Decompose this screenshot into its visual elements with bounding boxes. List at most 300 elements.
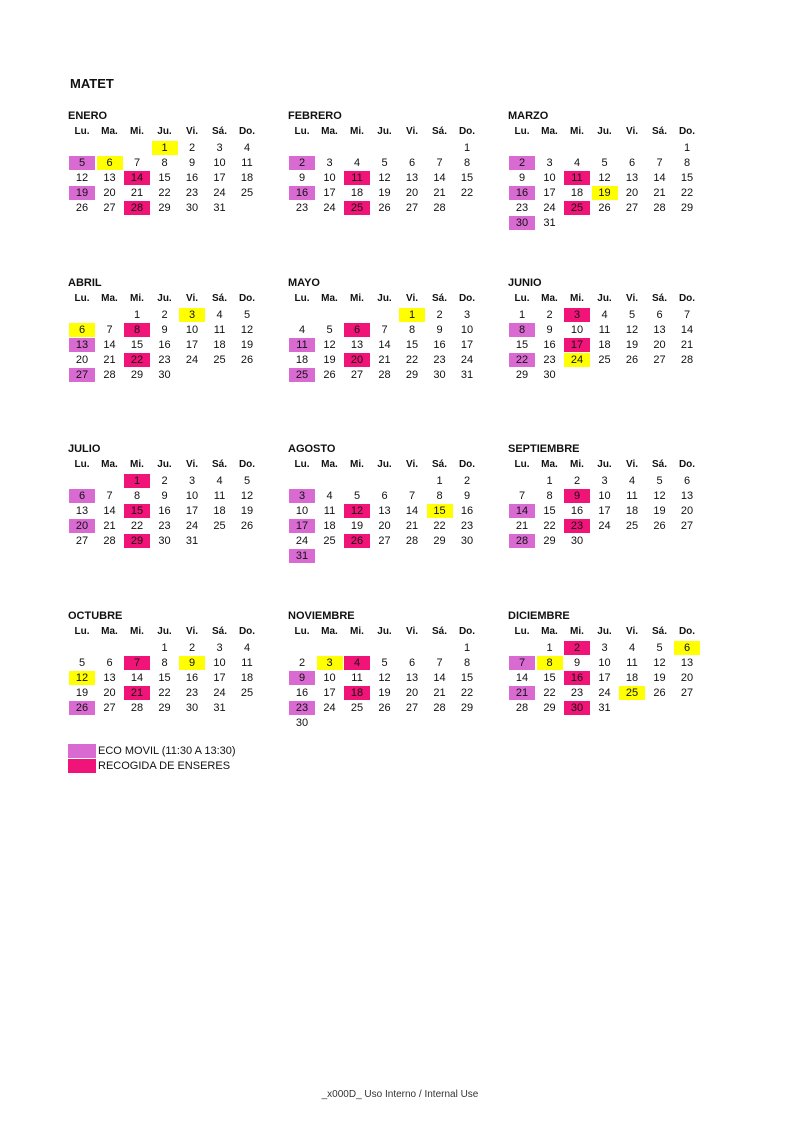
month-name: MAYO <box>288 277 320 289</box>
calendar-day-highlighted: 24 <box>564 353 590 367</box>
calendar-day: 18 <box>213 339 226 351</box>
weekday-header: Do. <box>458 126 476 137</box>
calendar-day: 5 <box>326 324 333 336</box>
weekday-header: Mi. <box>130 126 144 137</box>
calendar-day: 11 <box>241 657 253 669</box>
calendar-day: 21 <box>515 520 529 532</box>
legend-item-recogida-enseres <box>68 759 368 773</box>
calendar-day: 24 <box>185 354 199 366</box>
calendar-day: 26 <box>598 202 611 214</box>
weekday-header: Vi. <box>185 459 199 470</box>
calendar-day: 4 <box>353 157 361 169</box>
calendar-day: 28 <box>433 702 446 714</box>
calendar-day: 20 <box>680 672 694 684</box>
weekday-header: Do. <box>238 459 256 470</box>
weekday-header: Sá. <box>211 126 227 137</box>
weekday-header: Do. <box>678 126 696 137</box>
weekday-header: Lu. <box>514 459 530 470</box>
calendar-day: 7 <box>436 157 443 169</box>
calendar-day: 7 <box>518 490 526 502</box>
weekday-header: Mi. <box>130 459 144 470</box>
calendar-day: 18 <box>323 520 336 532</box>
calendar-day-recogida-enseres: 4 <box>344 656 370 670</box>
calendar-day: 10 <box>570 324 584 336</box>
calendar-day-recogida-enseres: 25 <box>344 201 370 215</box>
calendar-day: 7 <box>408 490 416 502</box>
weekday-header: Lu. <box>514 126 530 137</box>
calendar-day: 23 <box>570 687 584 699</box>
calendar-day: 24 <box>598 520 611 532</box>
weekday-header: Do. <box>678 626 696 637</box>
calendar-day: 12 <box>323 339 336 351</box>
weekday-header: Ju. <box>377 293 392 304</box>
calendar-day: 1 <box>683 142 691 154</box>
calendar-day: 16 <box>295 687 309 699</box>
calendar-day: 31 <box>213 702 226 714</box>
calendar-day: 16 <box>158 505 171 517</box>
calendar-day: 28 <box>405 535 419 547</box>
calendar-day: 14 <box>378 339 391 351</box>
weekday-header: Mi. <box>130 626 144 637</box>
calendar-day-recogida-enseres: 3 <box>564 308 590 322</box>
calendar-day: 14 <box>103 505 116 517</box>
calendar-day: 17 <box>185 339 199 351</box>
calendar-day: 23 <box>158 520 171 532</box>
weekday-header: Vi. <box>185 126 199 137</box>
calendar-day: 17 <box>598 505 611 517</box>
weekday-header: Do. <box>678 459 696 470</box>
calendar-day: 25 <box>213 520 226 532</box>
weekday-header: Mi. <box>570 626 584 637</box>
month-name: ABRIL <box>68 277 102 289</box>
calendar-day: 11 <box>323 505 336 517</box>
calendar-day: 22 <box>680 187 694 199</box>
legend-label: RECOGIDA DE ENSERES <box>98 760 231 772</box>
calendar-day: 1 <box>546 475 553 487</box>
calendar-day: 8 <box>161 157 168 169</box>
calendar-day: 26 <box>653 520 666 532</box>
weekday-header: Vi. <box>185 293 199 304</box>
weekday-header: Ju. <box>597 293 612 304</box>
calendar-day: 20 <box>103 687 116 699</box>
calendar-day: 2 <box>161 309 168 321</box>
weekday-header: Do. <box>458 626 476 637</box>
calendar-day-highlighted: 15 <box>427 504 453 518</box>
calendar-day-highlighted: 1 <box>152 141 178 155</box>
month-name: JULIO <box>68 443 101 455</box>
calendar-day: 16 <box>433 339 446 351</box>
calendar-day: 8 <box>133 490 141 502</box>
calendar-day-eco-movil: 17 <box>289 519 315 533</box>
calendar-day: 17 <box>213 172 226 184</box>
calendar-day: 4 <box>573 157 581 169</box>
calendar-day: 19 <box>653 672 666 684</box>
weekday-header: Do. <box>678 293 696 304</box>
calendar-day-recogida-enseres: 6 <box>344 323 370 337</box>
calendar-day: 16 <box>185 672 199 684</box>
calendar-day-eco-movil: 14 <box>509 504 535 518</box>
calendar-day-eco-movil: 19 <box>69 186 95 200</box>
calendar-day: 13 <box>378 505 391 517</box>
calendar-day: 5 <box>353 490 361 502</box>
calendar-day: 6 <box>408 157 416 169</box>
calendar-day: 22 <box>543 687 556 699</box>
calendar-day: 27 <box>350 369 364 381</box>
calendar-day: 30 <box>158 535 171 547</box>
calendar-day: 3 <box>546 157 553 169</box>
weekday-header: Sá. <box>431 626 447 637</box>
calendar-day: 22 <box>158 187 171 199</box>
calendar-day: 13 <box>103 172 116 184</box>
calendar-day: 31 <box>185 535 199 547</box>
calendar-day: 20 <box>75 354 89 366</box>
calendar-day-eco-movil: 20 <box>69 519 95 533</box>
calendar-day: 22 <box>130 520 144 532</box>
legend-item-eco-movil <box>68 744 368 758</box>
weekday-header: Lu. <box>514 293 530 304</box>
calendar-day: 13 <box>75 505 89 517</box>
calendar-day-eco-movil: 8 <box>509 323 535 337</box>
calendar-day: 11 <box>213 324 226 336</box>
calendar-day: 5 <box>656 475 663 487</box>
calendar-day: 13 <box>680 657 694 669</box>
calendar-day: 28 <box>433 202 446 214</box>
calendar-day: 17 <box>323 187 336 199</box>
calendar-day: 3 <box>216 642 223 654</box>
calendar-day: 18 <box>625 505 639 517</box>
calendar-day: 24 <box>323 202 336 214</box>
calendar-day: 18 <box>570 187 584 199</box>
weekday-header: Sá. <box>651 293 667 304</box>
weekday-header: Ju. <box>377 626 392 637</box>
calendar-day: 16 <box>185 172 199 184</box>
calendar-day: 9 <box>546 324 553 336</box>
calendar-day: 1 <box>463 142 471 154</box>
calendar-day: 9 <box>188 157 196 169</box>
calendar-day: 29 <box>158 202 171 214</box>
calendar-day: 24 <box>295 535 309 547</box>
calendar-day-recogida-enseres: 26 <box>344 534 370 548</box>
calendar-day: 26 <box>75 202 89 214</box>
calendar-day: 15 <box>543 672 556 684</box>
calendar-day: 12 <box>378 672 391 684</box>
calendar-day-recogida-enseres: 1 <box>124 474 150 488</box>
weekday-header: Ju. <box>157 126 172 137</box>
weekday-header: Sá. <box>211 293 227 304</box>
calendar-day: 7 <box>656 157 663 169</box>
legend-swatch <box>68 759 96 773</box>
month-name: JUNIO <box>508 277 542 289</box>
calendar-day: 1 <box>436 475 443 487</box>
calendar-day-recogida-enseres: 28 <box>124 201 150 215</box>
calendar-day: 10 <box>598 657 611 669</box>
weekday-header: Mi. <box>130 293 144 304</box>
calendar-day: 13 <box>350 339 364 351</box>
calendar-day: 3 <box>216 142 223 154</box>
calendar-day: 14 <box>405 505 419 517</box>
calendar-day: 8 <box>463 157 471 169</box>
calendar-day: 31 <box>460 369 474 381</box>
footer-text: _x000D_ Uso Interno / Internal Use <box>321 1089 479 1100</box>
calendar-day: 2 <box>436 309 443 321</box>
calendar-day: 7 <box>436 657 443 669</box>
calendar-day: 31 <box>543 217 556 229</box>
month-name: FEBRERO <box>288 110 342 122</box>
calendar-day: 2 <box>161 475 168 487</box>
calendar-day: 2 <box>188 642 196 654</box>
calendar-day: 23 <box>515 202 529 214</box>
calendar-day: 15 <box>158 172 171 184</box>
calendar-day: 6 <box>106 657 113 669</box>
calendar-day: 13 <box>625 172 639 184</box>
weekday-header: Vi. <box>405 293 419 304</box>
calendar-day: 17 <box>213 672 226 684</box>
calendar-day: 9 <box>573 657 581 669</box>
calendar-day: 10 <box>213 157 226 169</box>
calendar-day-eco-movil: 11 <box>289 338 315 352</box>
calendar-day-eco-movil: 25 <box>289 368 315 382</box>
calendar-day: 20 <box>405 187 419 199</box>
calendar-day-highlighted: 19 <box>592 186 618 200</box>
weekday-header: Lu. <box>74 459 90 470</box>
calendar-day: 1 <box>518 309 526 321</box>
weekday-header: Mi. <box>350 626 364 637</box>
calendar-day-highlighted: 8 <box>537 656 563 670</box>
weekday-header: Lu. <box>294 459 310 470</box>
calendar-day: 9 <box>298 172 306 184</box>
calendar-day: 14 <box>103 339 116 351</box>
calendar-day: 30 <box>185 702 199 714</box>
calendar-day: 24 <box>213 187 226 199</box>
calendar-day: 24 <box>323 702 336 714</box>
weekday-header: Lu. <box>514 626 530 637</box>
calendar-day: 3 <box>463 309 471 321</box>
weekday-header: Sá. <box>651 126 667 137</box>
calendar-day: 24 <box>543 202 556 214</box>
calendar-day: 6 <box>628 157 636 169</box>
weekday-header: Sá. <box>211 459 227 470</box>
calendar-day: 12 <box>378 172 391 184</box>
calendar-day: 30 <box>295 717 309 729</box>
weekday-header: Ju. <box>377 126 392 137</box>
calendar-day: 19 <box>240 339 254 351</box>
weekday-header: Mi. <box>350 459 364 470</box>
calendar-day: 17 <box>185 505 199 517</box>
calendar-day: 29 <box>515 369 529 381</box>
calendar-day: 5 <box>381 157 388 169</box>
calendar-day-highlighted: 6 <box>674 641 700 655</box>
calendar-day: 17 <box>543 187 556 199</box>
weekday-header: Ma. <box>541 626 558 637</box>
calendar-day: 5 <box>381 657 388 669</box>
calendar-day-highlighted: 25 <box>619 686 645 700</box>
weekday-header: Vi. <box>405 126 419 137</box>
calendar-day: 27 <box>405 202 419 214</box>
calendar-day: 7 <box>106 490 113 502</box>
weekday-header: Vi. <box>405 459 419 470</box>
calendar-day-eco-movil: 16 <box>289 186 315 200</box>
calendar-day: 7 <box>133 157 141 169</box>
weekday-header: Mi. <box>570 293 584 304</box>
calendar-day-eco-movil: 21 <box>509 686 535 700</box>
weekday-header: Ju. <box>157 626 172 637</box>
calendar-day: 11 <box>626 490 638 502</box>
calendar-day: 1 <box>133 309 141 321</box>
calendar-day: 31 <box>598 702 611 714</box>
calendar-day-eco-movil: 9 <box>289 671 315 685</box>
calendar-day: 7 <box>683 309 691 321</box>
calendar-day-recogida-enseres: 15 <box>124 504 150 518</box>
calendar-day: 12 <box>653 490 666 502</box>
weekday-header: Vi. <box>625 459 639 470</box>
calendar-day: 17 <box>598 672 611 684</box>
weekday-header: Ma. <box>541 293 558 304</box>
calendar-day: 13 <box>405 172 419 184</box>
calendar-day: 27 <box>405 702 419 714</box>
weekday-header: Sá. <box>651 459 667 470</box>
weekday-header: Vi. <box>185 626 199 637</box>
calendar-day: 3 <box>601 475 608 487</box>
calendar-day: 25 <box>598 354 611 366</box>
calendar-day: 8 <box>546 490 553 502</box>
calendar-day: 2 <box>298 657 306 669</box>
weekday-header: Sá. <box>431 126 447 137</box>
calendar-day: 4 <box>326 490 333 502</box>
calendar-day-recogida-enseres: 16 <box>564 671 590 685</box>
calendar-day: 15 <box>130 339 144 351</box>
calendar-day: 21 <box>378 354 391 366</box>
calendar-day-highlighted: 3 <box>317 656 343 670</box>
calendar-day: 18 <box>240 172 254 184</box>
calendar-day: 15 <box>405 339 419 351</box>
calendar-day-eco-movil: 2 <box>509 156 535 170</box>
calendar-day: 6 <box>683 475 691 487</box>
calendar-day: 29 <box>158 702 171 714</box>
calendar-day: 18 <box>295 354 309 366</box>
calendar-day: 10 <box>185 324 199 336</box>
calendar-day-highlighted: 1 <box>399 308 425 322</box>
calendar-day: 6 <box>381 490 388 502</box>
calendar-day: 23 <box>185 187 199 199</box>
weekday-header: Lu. <box>74 626 90 637</box>
weekday-header: Ju. <box>597 459 612 470</box>
calendar-day: 27 <box>75 535 89 547</box>
calendar-day: 16 <box>460 505 474 517</box>
calendar-day: 11 <box>351 672 363 684</box>
calendar-day: 7 <box>106 324 113 336</box>
calendar-day-eco-movil: 16 <box>509 186 535 200</box>
calendar-day: 1 <box>546 642 553 654</box>
calendar-day: 19 <box>75 687 89 699</box>
weekday-header: Mi. <box>570 459 584 470</box>
calendar-day: 30 <box>543 369 556 381</box>
calendar-day: 26 <box>240 520 254 532</box>
calendar-day: 22 <box>460 687 474 699</box>
calendar-day: 13 <box>103 672 116 684</box>
calendar-day-recogida-enseres: 25 <box>564 201 590 215</box>
calendar-day-recogida-enseres: 12 <box>344 504 370 518</box>
calendar-day-eco-movil: 28 <box>509 534 535 548</box>
calendar-day: 21 <box>103 520 116 532</box>
calendar-day-recogida-enseres: 11 <box>344 171 370 185</box>
calendar-day-eco-movil: 7 <box>509 656 535 670</box>
calendar-day: 28 <box>680 354 694 366</box>
calendar-day: 12 <box>75 172 89 184</box>
calendar-day: 23 <box>460 520 474 532</box>
calendar-day: 27 <box>625 202 639 214</box>
weekday-header: Ma. <box>541 126 558 137</box>
calendar-day: 26 <box>240 354 254 366</box>
weekday-header: Ma. <box>541 459 558 470</box>
calendar-day: 14 <box>653 172 666 184</box>
weekday-header: Lu. <box>294 293 310 304</box>
calendar-day: 29 <box>543 702 556 714</box>
calendar-day: 23 <box>185 687 199 699</box>
calendar-day: 18 <box>598 339 611 351</box>
calendar-day: 9 <box>518 172 526 184</box>
weekday-header: Vi. <box>625 126 639 137</box>
calendar-day: 17 <box>323 687 336 699</box>
calendar-day: 8 <box>161 657 168 669</box>
calendar-day: 1 <box>463 642 471 654</box>
weekday-header: Vi. <box>405 626 419 637</box>
calendar-day: 9 <box>161 490 168 502</box>
calendar-day-eco-movil: 23 <box>289 701 315 715</box>
calendar-day-recogida-enseres: 29 <box>124 534 150 548</box>
calendar-day: 16 <box>570 505 584 517</box>
weekday-header: Mi. <box>570 126 584 137</box>
calendar-day: 26 <box>323 369 336 381</box>
weekday-header: Ma. <box>101 459 118 470</box>
calendar-day: 10 <box>295 505 309 517</box>
weekday-header: Ma. <box>321 626 338 637</box>
calendar-day: 28 <box>103 535 116 547</box>
weekday-header: Lu. <box>74 126 90 137</box>
calendar-day-recogida-enseres: 18 <box>344 686 370 700</box>
calendar-day: 11 <box>598 324 611 336</box>
calendar-day: 3 <box>601 642 608 654</box>
legend-label: ECO MOVIL (11:30 A 13:30) <box>98 745 236 757</box>
calendar-day-highlighted: 12 <box>69 671 95 685</box>
calendar-day-recogida-enseres: 7 <box>124 656 150 670</box>
weekday-header: Do. <box>458 293 476 304</box>
weekday-header: Ju. <box>157 293 172 304</box>
calendar-day-highlighted: 3 <box>179 308 205 322</box>
calendar-day: 23 <box>543 354 556 366</box>
calendar-day: 22 <box>158 687 171 699</box>
calendar-day-highlighted: 9 <box>179 656 205 670</box>
calendar-day: 28 <box>103 369 116 381</box>
calendar-day-eco-movil: 3 <box>289 489 315 503</box>
weekday-header: Vi. <box>625 626 639 637</box>
calendar-day: 2 <box>463 475 471 487</box>
calendar-day: 26 <box>378 702 391 714</box>
calendar-day: 16 <box>158 339 171 351</box>
calendar-day: 5 <box>656 642 663 654</box>
calendar-day: 23 <box>158 354 171 366</box>
calendar-day: 5 <box>601 157 608 169</box>
calendar-day: 5 <box>78 657 86 669</box>
calendar-day: 24 <box>213 687 226 699</box>
calendar-day: 28 <box>515 702 529 714</box>
calendar-day: 14 <box>433 672 446 684</box>
calendar-day: 19 <box>625 339 639 351</box>
calendar-day-recogida-enseres: 14 <box>124 171 150 185</box>
calendar-day: 30 <box>158 369 171 381</box>
calendar-day: 10 <box>323 672 336 684</box>
calendar-day: 4 <box>216 309 223 321</box>
weekday-header: Mi. <box>350 126 364 137</box>
